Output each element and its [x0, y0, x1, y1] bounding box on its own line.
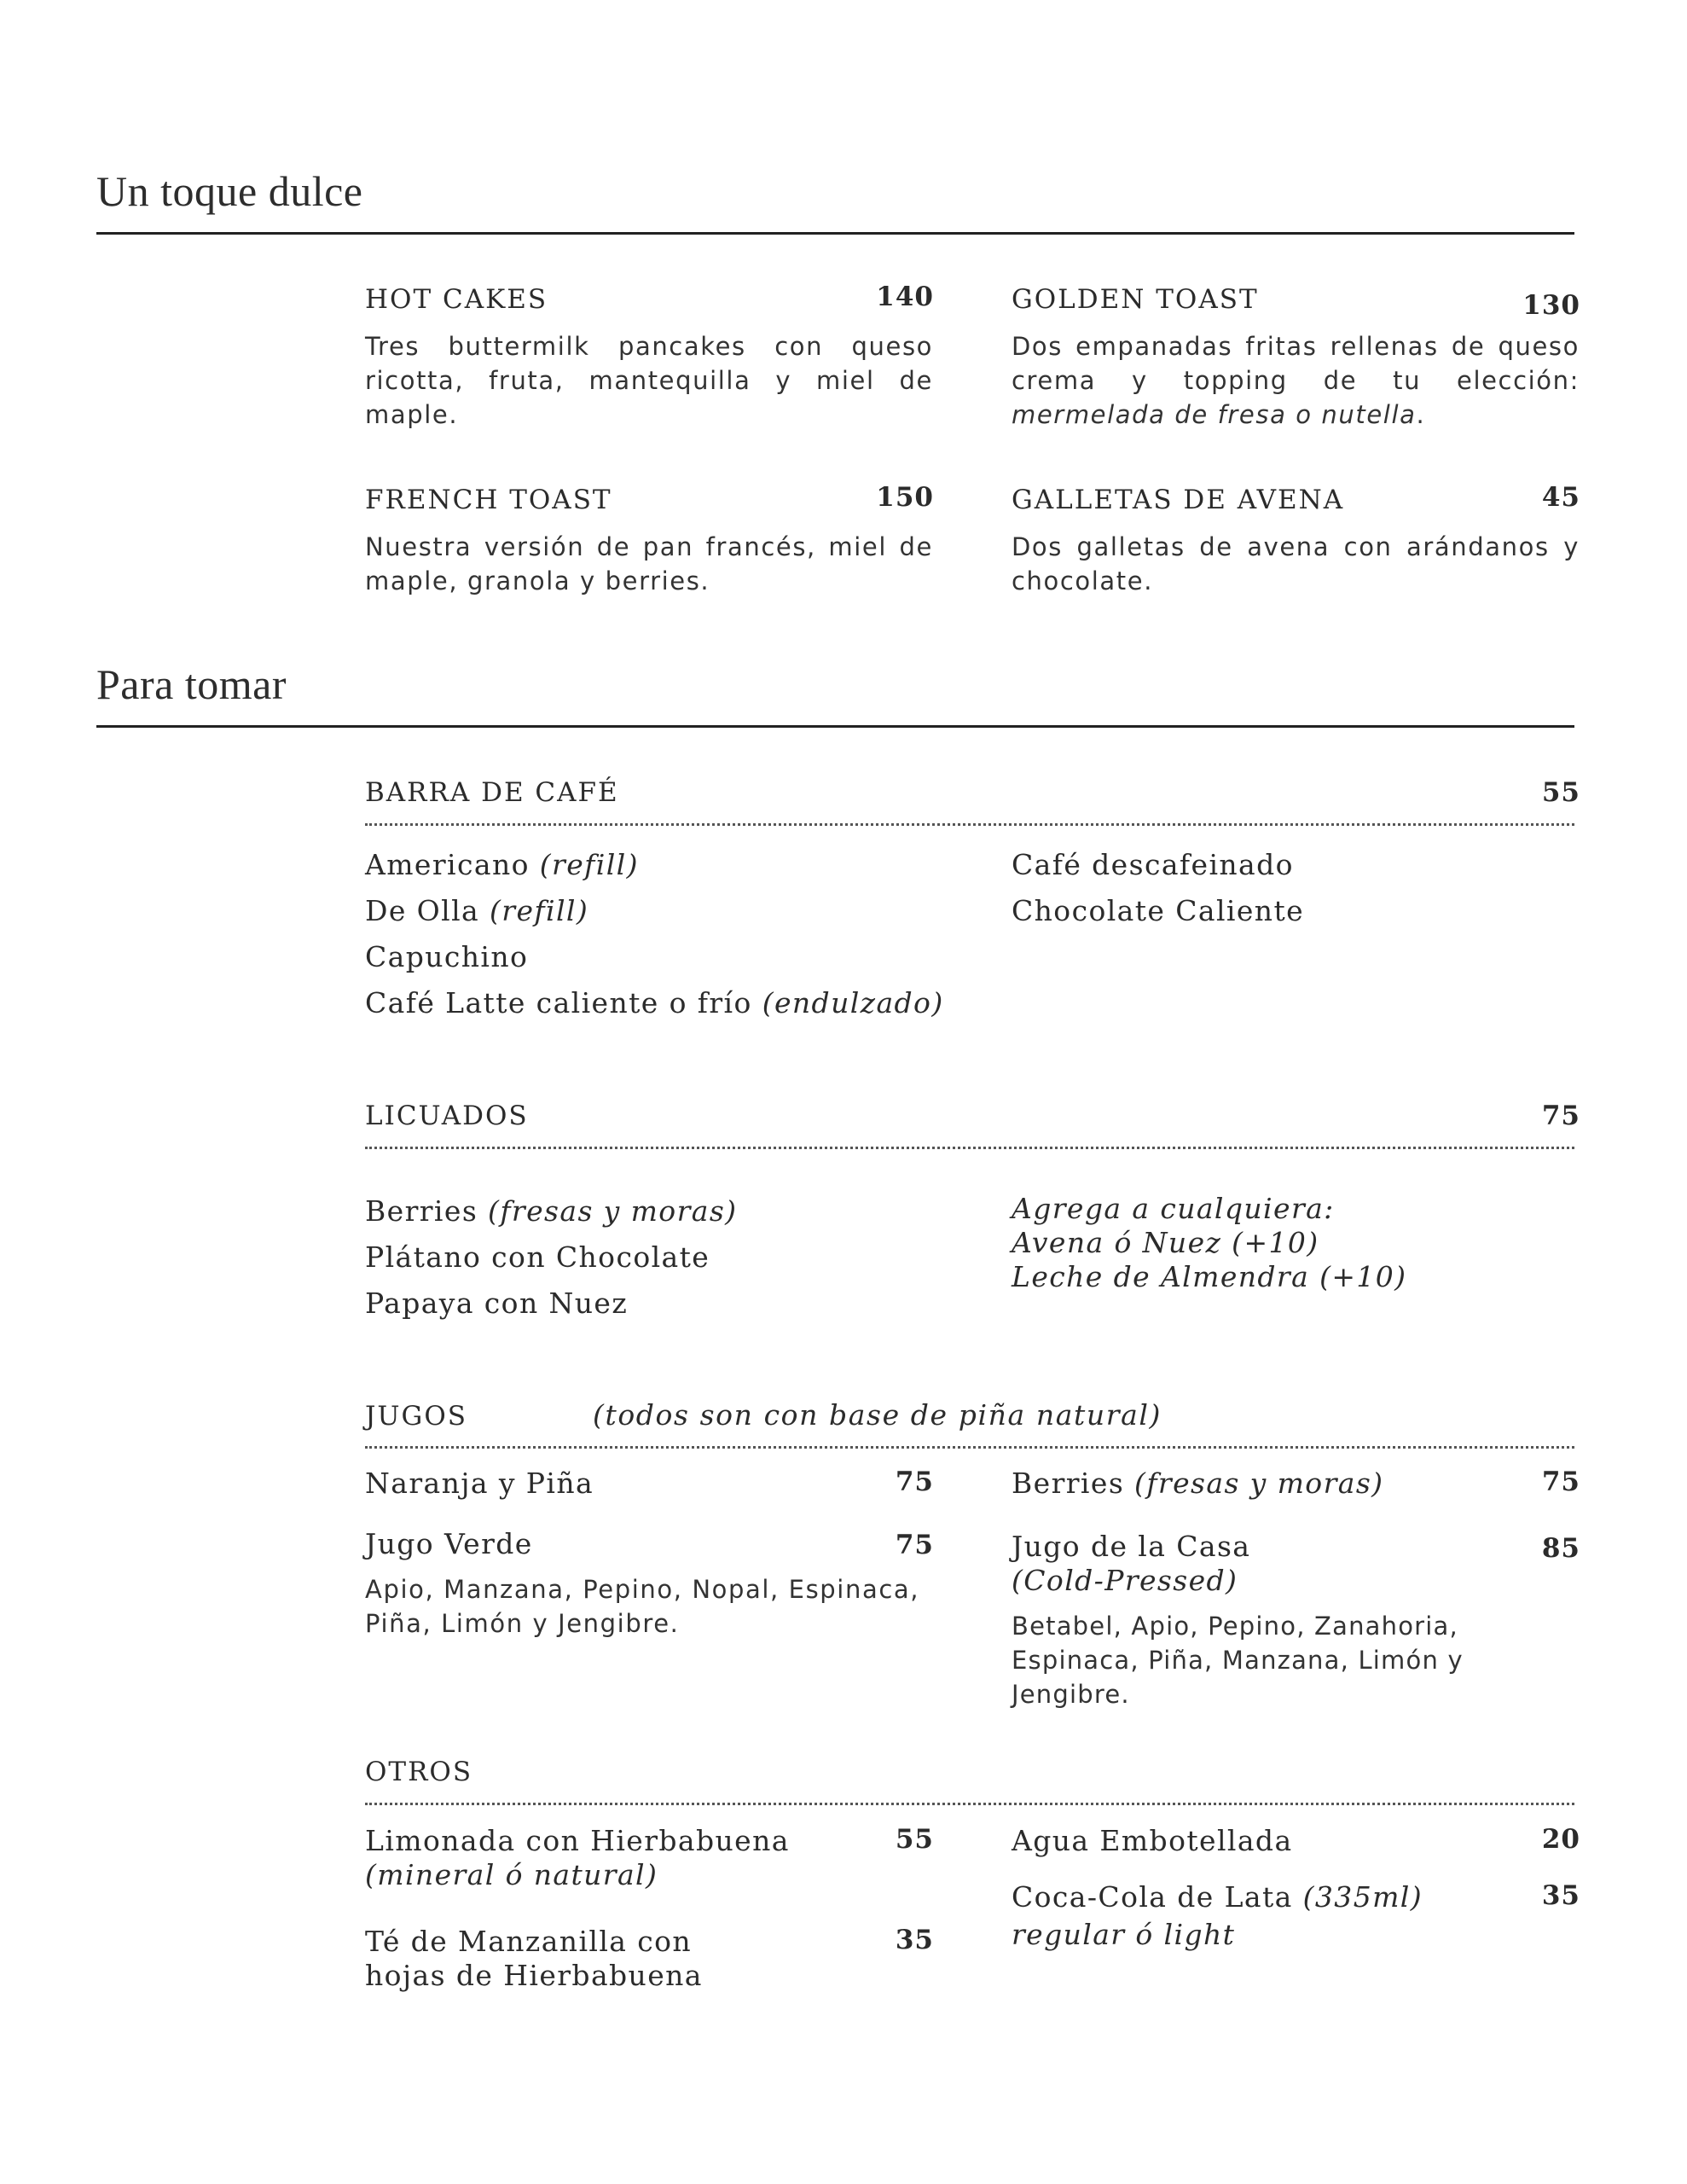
- item-desc-french-toast: Nuestra versión de pan francés, miel de maple, granola y berries.: [365, 532, 933, 595]
- item-price: 35: [895, 1925, 934, 1955]
- item-price: 75: [1541, 1467, 1580, 1497]
- item-desc-galletas: Dos galletas de avena con arándanos y chocolate.: [1012, 532, 1580, 595]
- list-item: Jugo Verde: [365, 1527, 533, 1560]
- list-item: Chocolate Caliente: [1012, 894, 1305, 927]
- list-item: Limonada con Hierbabuena: [365, 1824, 790, 1857]
- item-price: 75: [895, 1467, 934, 1497]
- item-price-french-toast: 150: [876, 482, 934, 513]
- item-name-hot-cakes: HOT CAKES: [365, 284, 548, 315]
- item-note: regular ó light: [1012, 1918, 1236, 1951]
- dotted-divider: [365, 1446, 1574, 1449]
- list-item: Jugo de la Casa: [1012, 1530, 1251, 1563]
- list-item: Té de Manzanilla con: [365, 1925, 693, 1958]
- addon-note: Avena ó Nuez (+10): [1012, 1226, 1319, 1259]
- list-item: Agua Embotellada: [1012, 1824, 1293, 1857]
- desc-text: Dos empanadas fritas rellenas de queso crema y topping de tu elección:: [1012, 332, 1580, 395]
- category-note-jugos: (todos son con base de piña natural): [593, 1398, 1162, 1432]
- item-price-golden-toast: 130: [1522, 290, 1580, 321]
- list-item: Plátano con Chocolate: [365, 1240, 710, 1274]
- dotted-divider: [365, 1803, 1574, 1805]
- list-item: hojas de Hierbabuena: [365, 1959, 703, 1992]
- section-divider: [96, 232, 1574, 235]
- list-item: Americano (refill): [365, 848, 639, 881]
- list-item: Berries (fresas y moras): [365, 1194, 738, 1228]
- category-name-otros: OTROS: [365, 1757, 473, 1787]
- list-item: Papaya con Nuez: [365, 1287, 629, 1320]
- list-item: Berries (fresas y moras): [1012, 1467, 1384, 1500]
- dotted-divider: [365, 1147, 1574, 1149]
- item-note: (Cold-Pressed): [1012, 1564, 1238, 1597]
- item-name-golden-toast: GOLDEN TOAST: [1012, 284, 1259, 315]
- item-desc: Betabel, Apio, Pepino, Zanahoria, Espinaca, Piña, Manzana, Limón y Jengibre.: [1012, 1612, 1464, 1709]
- list-item: Coca-Cola de Lata (335ml): [1012, 1880, 1423, 1914]
- item-price: 35: [1541, 1880, 1580, 1911]
- category-name-jugos: JUGOS: [365, 1401, 467, 1432]
- desc-end: .: [1416, 400, 1426, 429]
- list-item: Capuchino: [365, 940, 529, 973]
- addon-note: Leche de Almendra (+10): [1012, 1260, 1407, 1293]
- item-price-galletas: 45: [1541, 482, 1580, 513]
- item-price: 55: [895, 1824, 934, 1855]
- list-item: Café Latte caliente o frío (endulzado): [365, 986, 944, 1019]
- category-price-licuados: 75: [1541, 1101, 1580, 1131]
- item-price: 85: [1541, 1533, 1580, 1564]
- dotted-divider: [365, 823, 1574, 826]
- section-divider: [96, 725, 1574, 728]
- item-name-french-toast: FRENCH TOAST: [365, 485, 612, 515]
- item-desc: Apio, Manzana, Pepino, Nopal, Espinaca, Piña, Limón y Jengibre.: [365, 1575, 920, 1638]
- item-desc-golden-toast: [1012, 329, 1580, 432]
- category-price-barra: 55: [1541, 777, 1580, 808]
- list-item: Café descafeinado: [1012, 848, 1294, 881]
- item-note: (mineral ó natural): [365, 1858, 658, 1891]
- item-price-hot-cakes: 140: [876, 282, 934, 312]
- section-title-tomar: Para tomar: [96, 660, 287, 708]
- section-title-dulce: Un toque dulce: [96, 167, 363, 215]
- category-name-licuados: LICUADOS: [365, 1101, 529, 1131]
- item-name-galletas: GALLETAS DE AVENA: [1012, 485, 1345, 515]
- desc-italic: mermelada de fresa o nutella: [1012, 400, 1417, 429]
- list-item: De Olla (refill): [365, 894, 589, 927]
- category-name-barra: BARRA DE CAFÉ: [365, 777, 619, 808]
- item-desc-hot-cakes: Tres buttermilk pancakes con queso ricotta, fruta, mantequilla y miel de maple.: [365, 332, 933, 429]
- addon-note: Agrega a cualquiera:: [1012, 1192, 1335, 1225]
- item-price: 75: [895, 1530, 934, 1560]
- item-price: 20: [1541, 1824, 1580, 1855]
- list-item: Naranja y Piña: [365, 1467, 594, 1500]
